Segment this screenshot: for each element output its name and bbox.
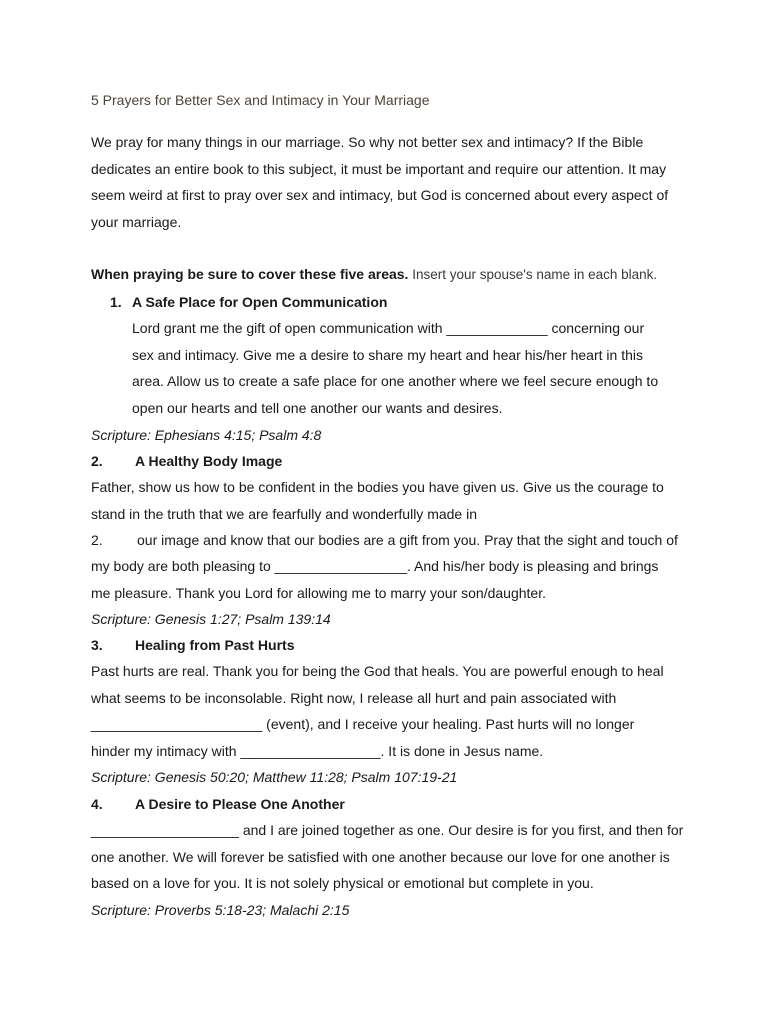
item-1-heading: A Safe Place for Open Communication <box>132 294 388 310</box>
item-3-scripture: Scripture: Genesis 50:20; Matthew 11:28; Psalm 107:19-21 <box>91 769 458 785</box>
item-2-number: 2. <box>91 453 103 469</box>
item-4-body: ___________________ and I are joined together as one. Our desire is for you first, and then for one another. We will forever be satisfied with one another because our love for one another is based on a love for you. It is not solely physical or emotional but complete in you. <box>91 822 684 891</box>
item-1-body: Lord grant me the gift of open communication with _____________ concerning our sex and intimacy. Give me a desire to share my heart and hear his/her heart in this area. Allow us to create a safe place for one another where we feel secure enough to open our hearts and tell one another our wants and desires. <box>132 320 659 416</box>
item-3-body: Past hurts are real. Thank you for being the God that heals. You are powerful enough to heal what seems to be inconsolable. Right now, I release all hurt and pain associated with ______________________ (event), and I receive your healing. Past hurts will no longer hinder my intimacy with __________________. It is done in Jesus name. <box>91 663 664 759</box>
item-4-heading: A Desire to Please One Another <box>135 796 345 812</box>
instructions-line <box>91 266 657 282</box>
item-2-scripture: Scripture: Genesis 1:27; Psalm 139:14 <box>91 611 331 627</box>
item-4-number: 4. <box>91 796 103 812</box>
item-2-body-b-rest: my body are both pleasing to _________________. And his/her body is pleasing and brings me pleasure. Thank you Lord for allowing me to marry your son/daughter. <box>91 558 659 601</box>
intro-paragraph: We pray for many things in our marriage. So why not better sex and intimacy? If the Bible dedicates an entire book to this subject, it must be important and require our attention. It may seem weird at first to pray over sex and intimacy, but God is concerned about every aspect of your marriage. <box>91 134 669 230</box>
item-2-heading: A Healthy Body Image <box>135 453 283 469</box>
instructions-bold: When praying be sure to cover these five areas. <box>91 266 409 282</box>
document-title: 5 Prayers for Better Sex and Intimacy in Your Marriage <box>91 92 430 108</box>
item-2-body-b-first: our image and know that our bodies are a gift from you. Pray that the sight and touch of <box>137 532 678 548</box>
item-2-body-a: Father, show us how to be confident in the bodies you have given us. Give us the courage to stand in the truth that we are fearfully and wonderfully made in <box>91 479 664 522</box>
item-1-scripture: Scripture: Ephesians 4:15; Psalm 4:8 <box>91 427 322 443</box>
item-1-number: 1. <box>110 294 122 310</box>
instructions-note: Insert your spouse's name in each blank. <box>408 267 658 282</box>
item-2-body-b-number: 2. <box>91 532 103 548</box>
item-4-scripture: Scripture: Proverbs 5:18-23; Malachi 2:15 <box>91 902 350 918</box>
item-3-heading: Healing from Past Hurts <box>135 637 295 653</box>
item-3-number: 3. <box>91 637 103 653</box>
